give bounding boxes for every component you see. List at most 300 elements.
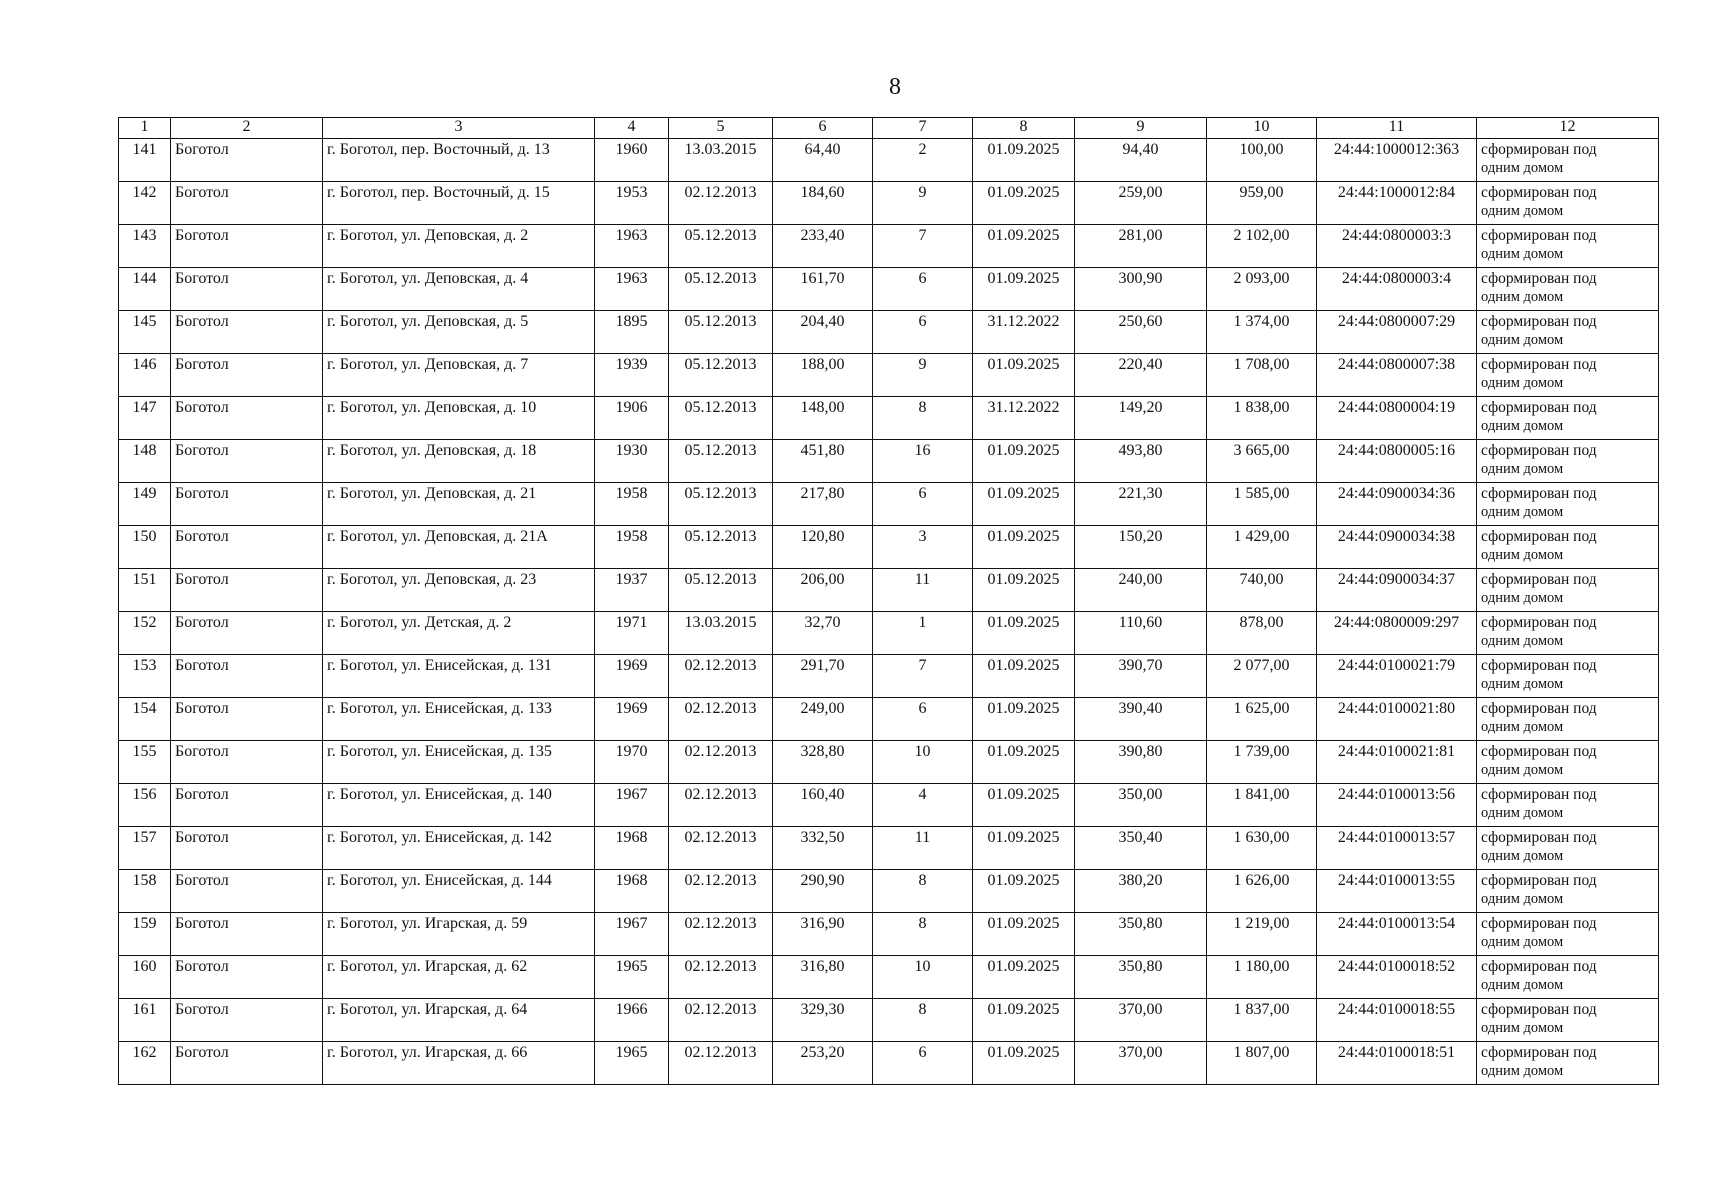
status-cell: [1477, 698, 1659, 741]
status-line: одним домом: [1481, 891, 1564, 907]
page-number: 8: [889, 74, 901, 100]
status-cell: [1477, 139, 1659, 182]
deadline-cell: 31.12.2022: [973, 397, 1075, 440]
table-row: [119, 354, 1659, 397]
status-cell: [1477, 397, 1659, 440]
year-built-cell: 1967: [595, 913, 669, 956]
deadline-cell: 01.09.2025: [973, 139, 1075, 182]
deadline-cell: 01.09.2025: [973, 483, 1075, 526]
address-cell: г. Боготол, ул. Деповская, д. 10: [323, 397, 595, 440]
land-area-cell: 1 625,00: [1207, 698, 1317, 741]
status-line: одним домом: [1481, 805, 1564, 821]
date-cell: 02.12.2013: [669, 913, 773, 956]
status-cell: [1477, 870, 1659, 913]
area-cell: 332,50: [773, 827, 873, 870]
area-cell: 150,20: [1075, 526, 1207, 569]
land-area-cell: 3 665,00: [1207, 440, 1317, 483]
row-number-cell: 153: [119, 655, 171, 698]
area-cell: 259,00: [1075, 182, 1207, 225]
status-line: одним домом: [1481, 504, 1564, 520]
address-cell: г. Боготол, ул. Игарская, д. 59: [323, 913, 595, 956]
date-cell: 02.12.2013: [669, 784, 773, 827]
cadastral-number-cell: 24:44:0100018:51: [1317, 1042, 1477, 1085]
column-header: 6: [773, 118, 873, 139]
status-line: сформирован под: [1481, 141, 1597, 158]
address-cell: г. Боготол, ул. Енисейская, д. 135: [323, 741, 595, 784]
status-line: сформирован под: [1481, 1001, 1597, 1018]
cadastral-number-cell: 24:44:0900034:36: [1317, 483, 1477, 526]
status-line: сформирован под: [1481, 399, 1597, 416]
area-cell: 161,70: [773, 268, 873, 311]
year-built-cell: 1969: [595, 698, 669, 741]
row-number-cell: 144: [119, 268, 171, 311]
status-line: сформирован под: [1481, 786, 1597, 803]
date-cell: 05.12.2013: [669, 569, 773, 612]
address-cell: г. Боготол, ул. Деповская, д. 21: [323, 483, 595, 526]
area-cell: 221,30: [1075, 483, 1207, 526]
table-row: [119, 698, 1659, 741]
status-line: сформирован под: [1481, 915, 1597, 932]
area-cell: 316,90: [773, 913, 873, 956]
address-cell: г. Боготол, ул. Деповская, д. 21А: [323, 526, 595, 569]
status-cell: [1477, 784, 1659, 827]
status-line: одним домом: [1481, 719, 1564, 735]
status-line: сформирован под: [1481, 442, 1597, 459]
date-cell: 02.12.2013: [669, 1042, 773, 1085]
address-cell: г. Боготол, пер. Восточный, д. 15: [323, 182, 595, 225]
deadline-cell: 01.09.2025: [973, 698, 1075, 741]
date-cell: 05.12.2013: [669, 354, 773, 397]
area-cell: 206,00: [773, 569, 873, 612]
year-built-cell: 1958: [595, 483, 669, 526]
address-cell: г. Боготол, ул. Деповская, д. 4: [323, 268, 595, 311]
year-built-cell: 1965: [595, 1042, 669, 1085]
row-number-cell: 159: [119, 913, 171, 956]
cadastral-number-cell: 24:44:0100018:55: [1317, 999, 1477, 1042]
land-area-cell: 100,00: [1207, 139, 1317, 182]
status-line: одним домом: [1481, 203, 1564, 219]
date-cell: 02.12.2013: [669, 999, 773, 1042]
row-number-cell: 148: [119, 440, 171, 483]
table-row: [119, 483, 1659, 526]
land-area-cell: 959,00: [1207, 182, 1317, 225]
count-cell: 11: [873, 827, 973, 870]
status-line: сформирован под: [1481, 700, 1597, 717]
deadline-cell: 01.09.2025: [973, 870, 1075, 913]
address-cell: г. Боготол, ул. Деповская, д. 18: [323, 440, 595, 483]
cadastral-number-cell: 24:44:0900034:38: [1317, 526, 1477, 569]
deadline-cell: 01.09.2025: [973, 268, 1075, 311]
area-cell: 380,20: [1075, 870, 1207, 913]
column-header: 3: [323, 118, 595, 139]
status-line: одним домом: [1481, 1020, 1564, 1036]
status-line: одним домом: [1481, 160, 1564, 176]
cadastral-number-cell: 24:44:0100013:56: [1317, 784, 1477, 827]
address-cell: г. Боготол, ул. Енисейская, д. 142: [323, 827, 595, 870]
count-cell: 6: [873, 1042, 973, 1085]
year-built-cell: 1965: [595, 956, 669, 999]
deadline-cell: 01.09.2025: [973, 354, 1075, 397]
count-cell: 9: [873, 354, 973, 397]
cadastral-number-cell: 24:44:0800009:297: [1317, 612, 1477, 655]
row-number-cell: 142: [119, 182, 171, 225]
deadline-cell: 01.09.2025: [973, 999, 1075, 1042]
deadline-cell: 01.09.2025: [973, 225, 1075, 268]
status-cell: [1477, 311, 1659, 354]
column-header: 12: [1477, 118, 1659, 139]
year-built-cell: 1963: [595, 225, 669, 268]
settlement-cell: Боготол: [171, 483, 323, 526]
area-cell: 217,80: [773, 483, 873, 526]
status-line: сформирован под: [1481, 356, 1597, 373]
row-number-cell: 156: [119, 784, 171, 827]
area-cell: 184,60: [773, 182, 873, 225]
cadastral-number-cell: 24:44:0100018:52: [1317, 956, 1477, 999]
settlement-cell: Боготол: [171, 397, 323, 440]
row-number-cell: 158: [119, 870, 171, 913]
area-cell: 291,70: [773, 655, 873, 698]
cadastral-number-cell: 24:44:0800003:4: [1317, 268, 1477, 311]
area-cell: 350,80: [1075, 956, 1207, 999]
status-line: одним домом: [1481, 762, 1564, 778]
row-number-cell: 154: [119, 698, 171, 741]
year-built-cell: 1967: [595, 784, 669, 827]
status-cell: [1477, 483, 1659, 526]
table-row: [119, 1042, 1659, 1085]
area-cell: 249,00: [773, 698, 873, 741]
table-row: [119, 870, 1659, 913]
area-cell: 390,40: [1075, 698, 1207, 741]
settlement-cell: Боготол: [171, 870, 323, 913]
settlement-cell: Боготол: [171, 1042, 323, 1085]
status-line: одним домом: [1481, 375, 1564, 391]
table-row: [119, 827, 1659, 870]
year-built-cell: 1968: [595, 827, 669, 870]
status-line: одним домом: [1481, 246, 1564, 262]
count-cell: 9: [873, 182, 973, 225]
year-built-cell: 1971: [595, 612, 669, 655]
status-line: одним домом: [1481, 848, 1564, 864]
area-cell: 329,30: [773, 999, 873, 1042]
year-built-cell: 1966: [595, 999, 669, 1042]
count-cell: 1: [873, 612, 973, 655]
deadline-cell: 01.09.2025: [973, 612, 1075, 655]
area-cell: 149,20: [1075, 397, 1207, 440]
table-row: [119, 612, 1659, 655]
row-number-cell: 152: [119, 612, 171, 655]
date-cell: 05.12.2013: [669, 483, 773, 526]
row-number-cell: 157: [119, 827, 171, 870]
count-cell: 4: [873, 784, 973, 827]
land-area-cell: 1 841,00: [1207, 784, 1317, 827]
count-cell: 3: [873, 526, 973, 569]
count-cell: 6: [873, 311, 973, 354]
cadastral-number-cell: 24:44:1000012:363: [1317, 139, 1477, 182]
deadline-cell: 01.09.2025: [973, 655, 1075, 698]
column-header: 8: [973, 118, 1075, 139]
status-cell: [1477, 182, 1659, 225]
deadline-cell: 01.09.2025: [973, 741, 1075, 784]
year-built-cell: 1958: [595, 526, 669, 569]
count-cell: 2: [873, 139, 973, 182]
area-cell: 204,40: [773, 311, 873, 354]
land-area-cell: 1 219,00: [1207, 913, 1317, 956]
date-cell: 02.12.2013: [669, 182, 773, 225]
table-row: [119, 268, 1659, 311]
area-cell: 350,80: [1075, 913, 1207, 956]
year-built-cell: 1963: [595, 268, 669, 311]
settlement-cell: Боготол: [171, 225, 323, 268]
address-cell: г. Боготол, ул. Деповская, д. 5: [323, 311, 595, 354]
table-row: [119, 741, 1659, 784]
count-cell: 8: [873, 870, 973, 913]
date-cell: 13.03.2015: [669, 139, 773, 182]
land-area-cell: 1 739,00: [1207, 741, 1317, 784]
count-cell: 6: [873, 483, 973, 526]
status-cell: [1477, 268, 1659, 311]
status-line: сформирован под: [1481, 270, 1597, 287]
column-header: 9: [1075, 118, 1207, 139]
address-cell: г. Боготол, ул. Деповская, д. 7: [323, 354, 595, 397]
area-cell: 370,00: [1075, 999, 1207, 1042]
row-number-cell: 151: [119, 569, 171, 612]
address-cell: г. Боготол, пер. Восточный, д. 13: [323, 139, 595, 182]
table-row: [119, 311, 1659, 354]
area-cell: 253,20: [773, 1042, 873, 1085]
area-cell: 451,80: [773, 440, 873, 483]
land-area-cell: 1 708,00: [1207, 354, 1317, 397]
date-cell: 02.12.2013: [669, 870, 773, 913]
column-header: 7: [873, 118, 973, 139]
count-cell: 8: [873, 999, 973, 1042]
date-cell: 05.12.2013: [669, 311, 773, 354]
deadline-cell: 01.09.2025: [973, 569, 1075, 612]
table-row: [119, 225, 1659, 268]
settlement-cell: Боготол: [171, 526, 323, 569]
address-cell: г. Боготол, ул. Енисейская, д. 133: [323, 698, 595, 741]
date-cell: 02.12.2013: [669, 956, 773, 999]
cadastral-number-cell: 24:44:0100013:55: [1317, 870, 1477, 913]
status-line: одним домом: [1481, 461, 1564, 477]
cadastral-number-cell: 24:44:0800007:29: [1317, 311, 1477, 354]
area-cell: 188,00: [773, 354, 873, 397]
table-row: [119, 139, 1659, 182]
cadastral-number-cell: 24:44:0800005:16: [1317, 440, 1477, 483]
status-line: сформирован под: [1481, 485, 1597, 502]
land-area-cell: 1 837,00: [1207, 999, 1317, 1042]
status-line: сформирован под: [1481, 313, 1597, 330]
status-line: одним домом: [1481, 289, 1564, 305]
settlement-cell: Боготол: [171, 784, 323, 827]
settlement-cell: Боготол: [171, 956, 323, 999]
settlement-cell: Боготол: [171, 827, 323, 870]
address-cell: г. Боготол, ул. Игарская, д. 62: [323, 956, 595, 999]
area-cell: 350,40: [1075, 827, 1207, 870]
deadline-cell: 01.09.2025: [973, 913, 1075, 956]
area-cell: 32,70: [773, 612, 873, 655]
cadastral-number-cell: 24:44:0800003:3: [1317, 225, 1477, 268]
housing-registry-table: [118, 117, 1659, 1085]
status-line: одним домом: [1481, 934, 1564, 950]
cadastral-number-cell: 24:44:0100021:81: [1317, 741, 1477, 784]
status-cell: [1477, 655, 1659, 698]
area-cell: 390,80: [1075, 741, 1207, 784]
cadastral-number-cell: 24:44:0800007:38: [1317, 354, 1477, 397]
deadline-cell: 01.09.2025: [973, 182, 1075, 225]
date-cell: 05.12.2013: [669, 526, 773, 569]
status-cell: [1477, 827, 1659, 870]
cadastral-number-cell: 24:44:0800004:19: [1317, 397, 1477, 440]
status-cell: [1477, 569, 1659, 612]
table-row: [119, 999, 1659, 1042]
row-number-cell: 155: [119, 741, 171, 784]
cadastral-number-cell: 24:44:0100021:79: [1317, 655, 1477, 698]
date-cell: 05.12.2013: [669, 440, 773, 483]
status-cell: [1477, 526, 1659, 569]
land-area-cell: 2 093,00: [1207, 268, 1317, 311]
column-header: 11: [1317, 118, 1477, 139]
land-area-cell: 1 630,00: [1207, 827, 1317, 870]
status-cell: [1477, 956, 1659, 999]
address-cell: г. Боготол, ул. Игарская, д. 64: [323, 999, 595, 1042]
status-cell: [1477, 354, 1659, 397]
area-cell: 290,90: [773, 870, 873, 913]
status-line: одним домом: [1481, 633, 1564, 649]
land-area-cell: 1 585,00: [1207, 483, 1317, 526]
row-number-cell: 160: [119, 956, 171, 999]
row-number-cell: 150: [119, 526, 171, 569]
settlement-cell: Боготол: [171, 698, 323, 741]
year-built-cell: 1969: [595, 655, 669, 698]
status-cell: [1477, 440, 1659, 483]
settlement-cell: Боготол: [171, 655, 323, 698]
year-built-cell: 1930: [595, 440, 669, 483]
year-built-cell: 1968: [595, 870, 669, 913]
count-cell: 8: [873, 913, 973, 956]
date-cell: 02.12.2013: [669, 698, 773, 741]
table-body: [119, 139, 1659, 1085]
land-area-cell: 740,00: [1207, 569, 1317, 612]
status-line: одним домом: [1481, 332, 1564, 348]
column-header: 5: [669, 118, 773, 139]
status-cell: [1477, 999, 1659, 1042]
row-number-cell: 162: [119, 1042, 171, 1085]
cadastral-number-cell: 24:44:0900034:37: [1317, 569, 1477, 612]
deadline-cell: 01.09.2025: [973, 1042, 1075, 1085]
settlement-cell: Боготол: [171, 913, 323, 956]
area-cell: 148,00: [773, 397, 873, 440]
count-cell: 16: [873, 440, 973, 483]
count-cell: 8: [873, 397, 973, 440]
status-line: одним домом: [1481, 977, 1564, 993]
status-line: сформирован под: [1481, 1044, 1597, 1061]
year-built-cell: 1939: [595, 354, 669, 397]
area-cell: 233,40: [773, 225, 873, 268]
land-area-cell: 878,00: [1207, 612, 1317, 655]
settlement-cell: Боготол: [171, 440, 323, 483]
address-cell: г. Боготол, ул. Енисейская, д. 131: [323, 655, 595, 698]
table-row: [119, 182, 1659, 225]
year-built-cell: 1970: [595, 741, 669, 784]
table-row: [119, 655, 1659, 698]
row-number-cell: 145: [119, 311, 171, 354]
count-cell: 11: [873, 569, 973, 612]
row-number-cell: 149: [119, 483, 171, 526]
date-cell: 05.12.2013: [669, 397, 773, 440]
address-cell: г. Боготол, ул. Енисейская, д. 140: [323, 784, 595, 827]
status-cell: [1477, 741, 1659, 784]
settlement-cell: Боготол: [171, 139, 323, 182]
area-cell: 110,60: [1075, 612, 1207, 655]
table-row: [119, 440, 1659, 483]
column-header: 10: [1207, 118, 1317, 139]
area-cell: 328,80: [773, 741, 873, 784]
table-row: [119, 569, 1659, 612]
status-line: сформирован под: [1481, 657, 1597, 674]
address-cell: г. Боготол, ул. Деповская, д. 23: [323, 569, 595, 612]
land-area-cell: 2 077,00: [1207, 655, 1317, 698]
status-line: сформирован под: [1481, 528, 1597, 545]
table-row: [119, 956, 1659, 999]
deadline-cell: 01.09.2025: [973, 526, 1075, 569]
cadastral-number-cell: 24:44:1000012:84: [1317, 182, 1477, 225]
cadastral-number-cell: 24:44:0100013:57: [1317, 827, 1477, 870]
area-cell: 316,80: [773, 956, 873, 999]
count-cell: 6: [873, 268, 973, 311]
land-area-cell: 1 374,00: [1207, 311, 1317, 354]
column-header: 2: [171, 118, 323, 139]
status-line: одним домом: [1481, 1063, 1564, 1079]
area-cell: 300,90: [1075, 268, 1207, 311]
column-header: 4: [595, 118, 669, 139]
status-line: сформирован под: [1481, 614, 1597, 631]
area-cell: 94,40: [1075, 139, 1207, 182]
land-area-cell: 1 807,00: [1207, 1042, 1317, 1085]
table-row: [119, 913, 1659, 956]
address-cell: г. Боготол, ул. Детская, д. 2: [323, 612, 595, 655]
date-cell: 13.03.2015: [669, 612, 773, 655]
count-cell: 7: [873, 655, 973, 698]
settlement-cell: Боготол: [171, 311, 323, 354]
settlement-cell: Боготол: [171, 354, 323, 397]
status-cell: [1477, 225, 1659, 268]
deadline-cell: 01.09.2025: [973, 956, 1075, 999]
area-cell: 64,40: [773, 139, 873, 182]
year-built-cell: 1895: [595, 311, 669, 354]
year-built-cell: 1906: [595, 397, 669, 440]
count-cell: 7: [873, 225, 973, 268]
settlement-cell: Боготол: [171, 268, 323, 311]
status-line: одним домом: [1481, 676, 1564, 692]
row-number-cell: 146: [119, 354, 171, 397]
status-cell: [1477, 913, 1659, 956]
settlement-cell: Боготол: [171, 612, 323, 655]
area-cell: 390,70: [1075, 655, 1207, 698]
count-cell: 10: [873, 741, 973, 784]
land-area-cell: 1 626,00: [1207, 870, 1317, 913]
area-cell: 370,00: [1075, 1042, 1207, 1085]
row-number-cell: 161: [119, 999, 171, 1042]
settlement-cell: Боготол: [171, 741, 323, 784]
land-area-cell: 1 838,00: [1207, 397, 1317, 440]
deadline-cell: 01.09.2025: [973, 784, 1075, 827]
status-line: сформирован под: [1481, 571, 1597, 588]
table-row: [119, 397, 1659, 440]
cadastral-number-cell: 24:44:0100021:80: [1317, 698, 1477, 741]
address-cell: г. Боготол, ул. Игарская, д. 66: [323, 1042, 595, 1085]
area-cell: 250,60: [1075, 311, 1207, 354]
column-header: 1: [119, 118, 171, 139]
